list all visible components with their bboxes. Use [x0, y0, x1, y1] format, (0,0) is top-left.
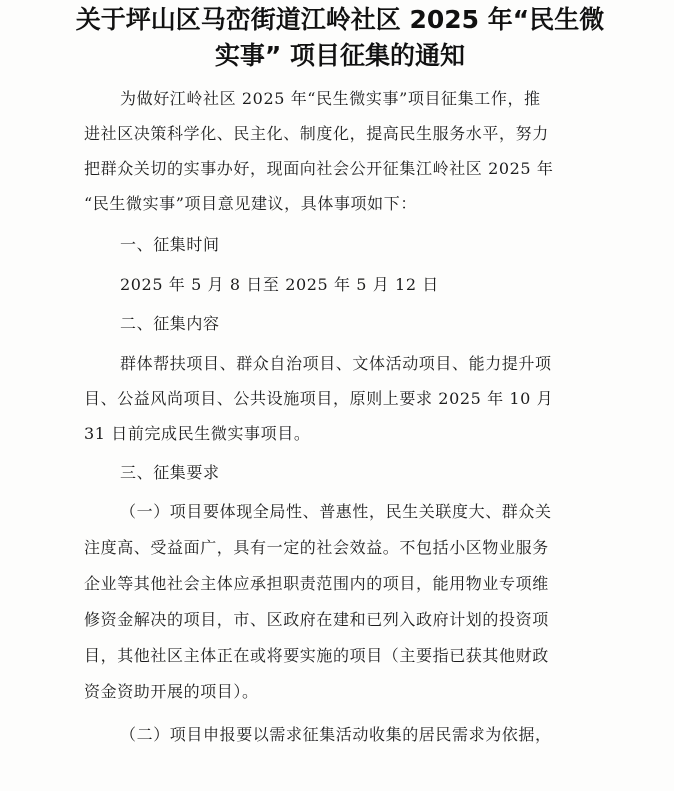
section-heading-content: 二、征集内容: [120, 314, 220, 333]
title-line-2: 实事” 项目征集的通知: [214, 41, 466, 70]
section-heading-time: 一、征集时间: [120, 235, 220, 254]
intro-line-1: 为做好江岭社区 2025 年“民生微实事”项目征集工作，推: [120, 89, 541, 108]
requirement-1-line-2: 注度高、受益面广，具有一定的社会效益。不包括小区物业服务: [84, 538, 549, 557]
requirement-1-line-4: 修资金解决的项目，市、区政府在建和已列入政府计划的投资项: [84, 610, 549, 629]
requirement-1-line-3: 企业等其他社会主体应承担职责范围内的项目，能用物业专项维: [84, 574, 549, 593]
intro-line-2: 进社区决策科学化、民主化、制度化，提高民生服务水平，努力: [84, 124, 549, 143]
requirement-1-line-5: 目，其他社区主体正在或将要实施的项目（主要指已获其他财政: [84, 646, 549, 665]
title-line-1: 关于坪山区马峦街道江岭社区 2025 年“民生微: [75, 5, 605, 34]
content-line-2: 目、公益风尚项目、公共设施项目，原则上要求 2025 年 10 月: [84, 389, 554, 408]
intro-line-4: “民生微实事”项目意见建议，具体事项如下：: [84, 194, 417, 213]
content-line-1: 群体帮扶项目、群众自治项目、文体活动项目、能力提升项: [120, 354, 552, 373]
requirement-2-line-1: （二）项目申报要以需求征集活动收集的居民需求为依据，: [120, 725, 552, 744]
requirement-1-line-6: 资金资助开展的项目）。: [84, 682, 259, 701]
section-heading-requirements: 三、征集要求: [120, 463, 220, 482]
document-title: [60, 2, 620, 74]
requirement-1-line-1: （一）项目要体现全局性、普惠性，民生关联度大、群众关: [120, 502, 552, 521]
collection-period: 2025 年 5 月 8 日至 2025 年 5 月 12 日: [120, 275, 439, 294]
content-line-3: 31 日前完成民生微实事项目。: [84, 424, 311, 443]
intro-line-3: 把群众关切的实事办好，现面向社会公开征集江岭社区 2025 年: [84, 159, 554, 178]
